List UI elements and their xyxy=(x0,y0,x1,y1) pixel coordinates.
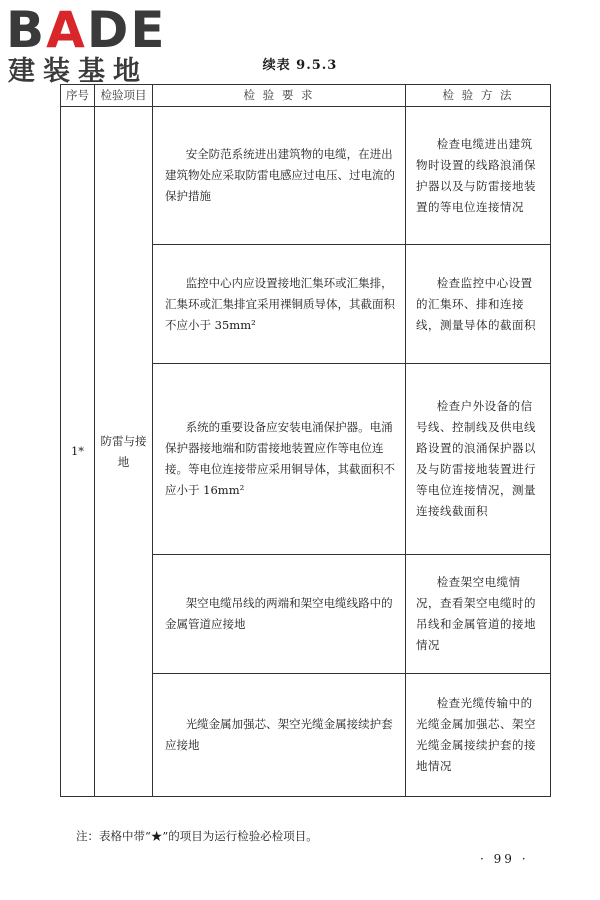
inspection-table xyxy=(60,84,551,797)
table-note: 注：表格中带“★”的项目为运行检验必检项目。 xyxy=(76,829,318,843)
requirement-cell: 光缆金属加强芯、架空光缆金属接续护套应接地 xyxy=(153,674,406,797)
method-cell: 检查光缆传输中的光缆金属加强芯、架空光缆金属接续护套的接地情况 xyxy=(406,674,551,797)
header-method: 检 验 方 法 xyxy=(406,85,551,107)
method-cell: 检查架空电缆情况，查看架空电缆时的吊线和金属管道的接地情况 xyxy=(406,555,551,674)
header-item: 检验项目 xyxy=(95,85,153,107)
serial-cell: 1* xyxy=(61,107,95,797)
item-cell: 防雷与接地 xyxy=(95,107,153,797)
requirement-cell: 安全防范系统进出建筑物的电缆，在进出建筑物处应采取防雷电感应过电压、过电流的保护措施 xyxy=(153,107,406,245)
watermark-logo xyxy=(6,2,181,92)
page-number: · 99 · xyxy=(480,852,529,866)
table-row xyxy=(61,107,551,245)
requirement-cell: 架空电缆吊线的两端和架空电缆线路中的金属管道应接地 xyxy=(153,555,406,674)
requirement-cell: 监控中心内应设置接地汇集环或汇集排，汇集环或汇集排宜采用裸铜质导体，其截面积不应小于 35mm² xyxy=(153,245,406,364)
method-cell: 检查户外设备的信号线、控制线及供电线路设置的浪涌保护器以及与防雷接地装置进行等电位连接情况，测量连接线截面积 xyxy=(406,364,551,555)
requirement-cell: 系统的重要设备应安装电涌保护器。电涌保护器接地端和防雷接地装置应作等电位连接。等电位连接带应采用铜导体，其截面积不应小于 16mm² xyxy=(153,364,406,555)
method-cell: 检查电缆进出建筑物时设置的线路浪涌保护器以及与防雷接地装置的等电位连接情况 xyxy=(406,107,551,245)
header-requirement: 检 验 要 求 xyxy=(153,85,406,107)
logo-brand: BADE xyxy=(6,1,167,59)
header-serial: 序号 xyxy=(61,85,95,107)
table-header-row xyxy=(61,85,551,107)
method-cell: 检查监控中心设置的汇集环、排和连接线，测量导体的截面积 xyxy=(406,245,551,364)
table-caption: 续表 9.5.3 xyxy=(262,58,338,73)
logo-subtitle: 建装基地 xyxy=(8,56,148,87)
